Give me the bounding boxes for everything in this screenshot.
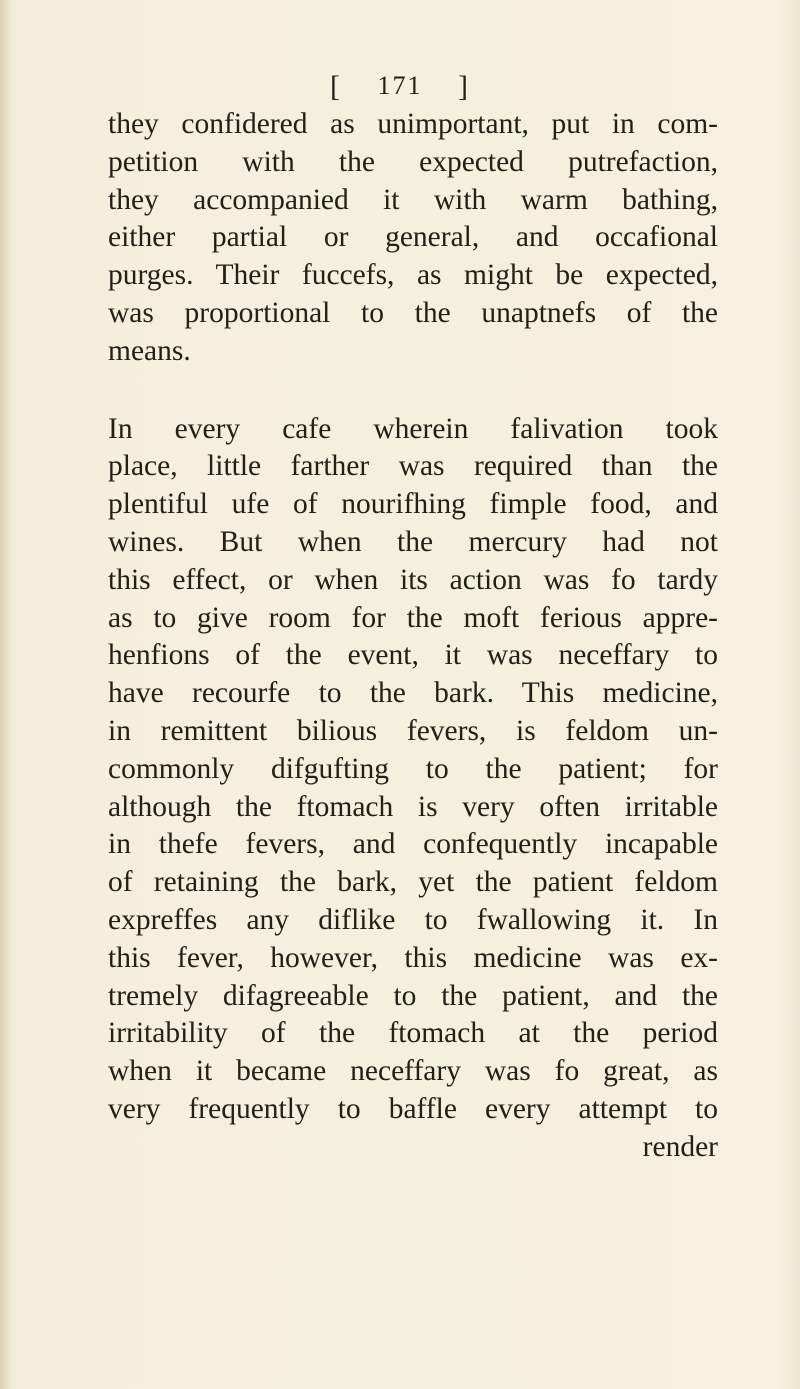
page-header (0, 70, 800, 104)
paragraph-gap (108, 371, 718, 411)
text-line: very frequently to baffle every attempt to (108, 1092, 718, 1125)
text-line: henfions of the event, it was neceffary to (108, 639, 718, 672)
text-line: have recourfe to the bark. This medicine, (108, 677, 718, 710)
text-line: as to give room for the moft ferious appre- (108, 601, 718, 634)
text-line: irritability of the ftomach at the period (108, 1017, 718, 1050)
text-line: tremely difagreeable to the patient, and the (108, 979, 718, 1012)
header-right-bracket: ] (458, 70, 470, 103)
text-line: either partial or general, and occafional (108, 221, 718, 254)
text-line: plentiful ufe of nourifhing fimple food, and (108, 488, 718, 521)
text-line: In every cafe wherein falivation took (108, 412, 718, 445)
text-line: although the ftomach is very often irritable (108, 790, 718, 823)
page-number: 171 (377, 71, 423, 100)
text-line: they accompanied it with warm bathing, (108, 183, 718, 216)
text-line: when it became neceffary was fo great, as (108, 1055, 718, 1088)
text-line: in thefe fevers, and confequently incapable (108, 828, 718, 861)
text-line: they confidered as unimportant, put in com- (108, 108, 718, 140)
text-line: petition with the expected putrefaction, (108, 145, 718, 178)
page-gutter-shadow (0, 0, 10, 1389)
header-left-bracket: [ (330, 70, 342, 103)
text-line: commonly difgufting to the patient; for (108, 752, 718, 785)
text-line: means. (108, 334, 191, 367)
text-line: wines. But when the mercury had not (108, 525, 718, 558)
paragraph-2 (108, 411, 718, 1129)
text-line: place, little farther was required than the (108, 450, 718, 483)
text-line: of retaining the bark, yet the patient feldom (108, 866, 718, 899)
text-line: was proportional to the unaptnefs of the (108, 296, 718, 329)
text-line: in remittent bilious fevers, is feldom un- (108, 714, 718, 747)
text-line: purges. Their fuccefs, as might be expected, (108, 259, 718, 292)
catchword: render (642, 1130, 718, 1163)
paragraph-1 (108, 106, 718, 371)
text-line: expreffes any diflike to fwallowing it. In (108, 903, 718, 936)
text-line: this fever, however, this medicine was ex- (108, 941, 718, 974)
text-line: this effect, or when its action was fo tardy (108, 563, 718, 596)
body-text (108, 106, 718, 1167)
